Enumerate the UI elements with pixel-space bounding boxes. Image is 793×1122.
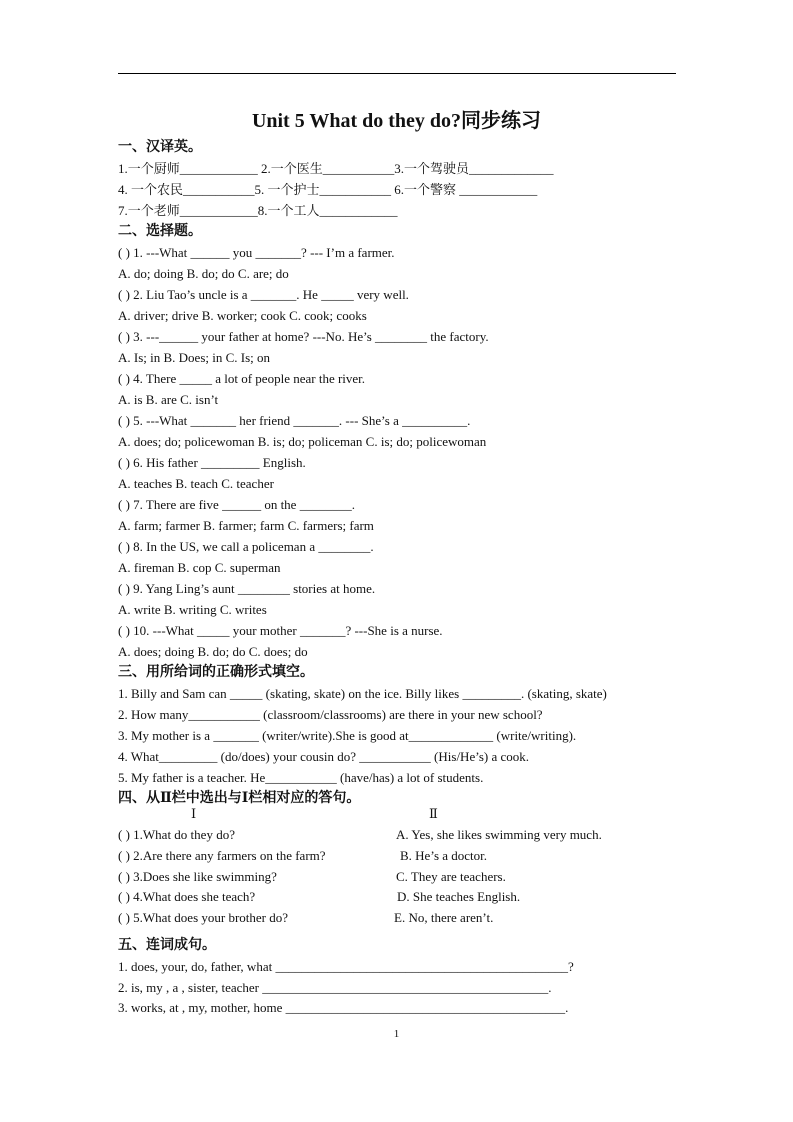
text-line: ( ) 10. ---What _____ your mother _______? ---She is a nurse.: [118, 623, 443, 638]
section-heading: 三、用所给词的正确形式填空。: [118, 665, 314, 680]
section-heading: 二、选择题。: [118, 224, 202, 239]
text-line: 1. Billy and Sam can _____ (skating, skate) on the ice. Billy likes _________. (skating, skate): [118, 686, 607, 701]
text-line: 4. 一个农民___________5. 一个护士___________ 6.一个警察 ____________: [118, 182, 538, 197]
text-line: ( ) 6. His father _________ English.: [118, 455, 306, 470]
text-line: A. teaches B. teach C. teacher: [118, 476, 274, 491]
match-question: ( ) 2.Are there any farmers on the farm?: [118, 848, 326, 863]
match-question: ( ) 5.What does your brother do?: [118, 910, 289, 925]
text-line: ( ) 2. Liu Tao’s uncle is a _______. He _____ very well.: [118, 287, 409, 302]
match-answer: B. He’s a doctor.: [400, 848, 488, 863]
text-line: ( ) 8. In the US, we call a policeman a ________.: [118, 539, 374, 554]
match-question: ( ) 3.Does she like swimming?: [118, 869, 277, 884]
text-line: A. farm; farmer B. farmer; farm C. farmers; farm: [118, 518, 374, 533]
page-title: Unit 5 What do they do?同步练习: [251, 110, 542, 132]
text-line: 1.一个厨师____________ 2.一个医生___________3.一个驾驶员_____________: [118, 161, 554, 176]
text-line: ( ) 4. There _____ a lot of people near the river.: [118, 371, 366, 386]
text-line: 2. How many___________ (classroom/classrooms) are there in your new school?: [118, 707, 543, 722]
text-line: 7.一个老师____________8.一个工人____________: [118, 203, 398, 218]
text-line: A. does; doing B. do; do C. does; do: [118, 644, 308, 659]
match-answer: D. She teaches English.: [397, 889, 521, 904]
column-heading-2: Ⅱ: [429, 806, 438, 821]
text-line: A. fireman B. cop C. superman: [118, 560, 281, 575]
match-answer: C. They are teachers.: [396, 869, 506, 884]
text-line: ( ) 9. Yang Ling’s aunt ________ stories at home.: [118, 581, 376, 596]
text-line: A. driver; drive B. worker; cook C. cook; cooks: [118, 308, 367, 323]
text-line: 5. My father is a teacher. He___________ (have/has) a lot of students.: [118, 770, 484, 785]
column-heading-1: Ⅰ: [191, 806, 197, 821]
text-line: ( ) 7. There are five ______ on the ________.: [118, 497, 355, 512]
text-line: 2. is, my , a , sister, teacher ____________________________________________.: [118, 980, 552, 995]
section-heading: 五、连词成句。: [118, 938, 216, 953]
text-line: ( ) 1. ---What ______ you _______? --- I’m a farmer.: [118, 245, 395, 260]
section-heading: 一、汉译英。: [118, 140, 202, 155]
text-line: A. Is; in B. Does; in C. Is; on: [118, 350, 271, 365]
section-heading: 四、从Ⅱ栏中选出与Ⅰ栏相对应的答句。: [118, 791, 361, 806]
text-line: 1. does, your, do, father, what _____________________________________________?: [118, 959, 574, 974]
match-answer: A. Yes, she likes swimming very much.: [396, 827, 602, 842]
text-line: ( ) 5. ---What _______ her friend _______. --- She’s a __________.: [118, 413, 471, 428]
text-line: 4. What_________ (do/does) your cousin do? ___________ (His/He’s) a cook.: [118, 749, 530, 764]
text-line: ( ) 3. ---______ your father at home? ---No. He’s ________ the factory.: [118, 329, 489, 344]
match-answer: E. No, there aren’t.: [394, 910, 494, 925]
text-line: A. write B. writing C. writes: [118, 602, 267, 617]
match-question: ( ) 4.What does she teach?: [118, 889, 256, 904]
text-line: 3. works, at , my, mother, home ___________________________________________.: [118, 1000, 569, 1015]
text-line: A. is B. are C. isn’t: [118, 392, 219, 407]
text-line: A. do; doing B. do; do C. are; do: [118, 266, 289, 281]
header-rule: [118, 73, 676, 74]
page-number: 1: [393, 1028, 400, 1040]
text-line: A. does; do; policewoman B. is; do; policeman C. is; do; policewoman: [118, 434, 487, 449]
match-question: ( ) 1.What do they do?: [118, 827, 235, 842]
text-line: 3. My mother is a _______ (writer/write).She is good at_____________ (write/writing).: [118, 728, 577, 743]
